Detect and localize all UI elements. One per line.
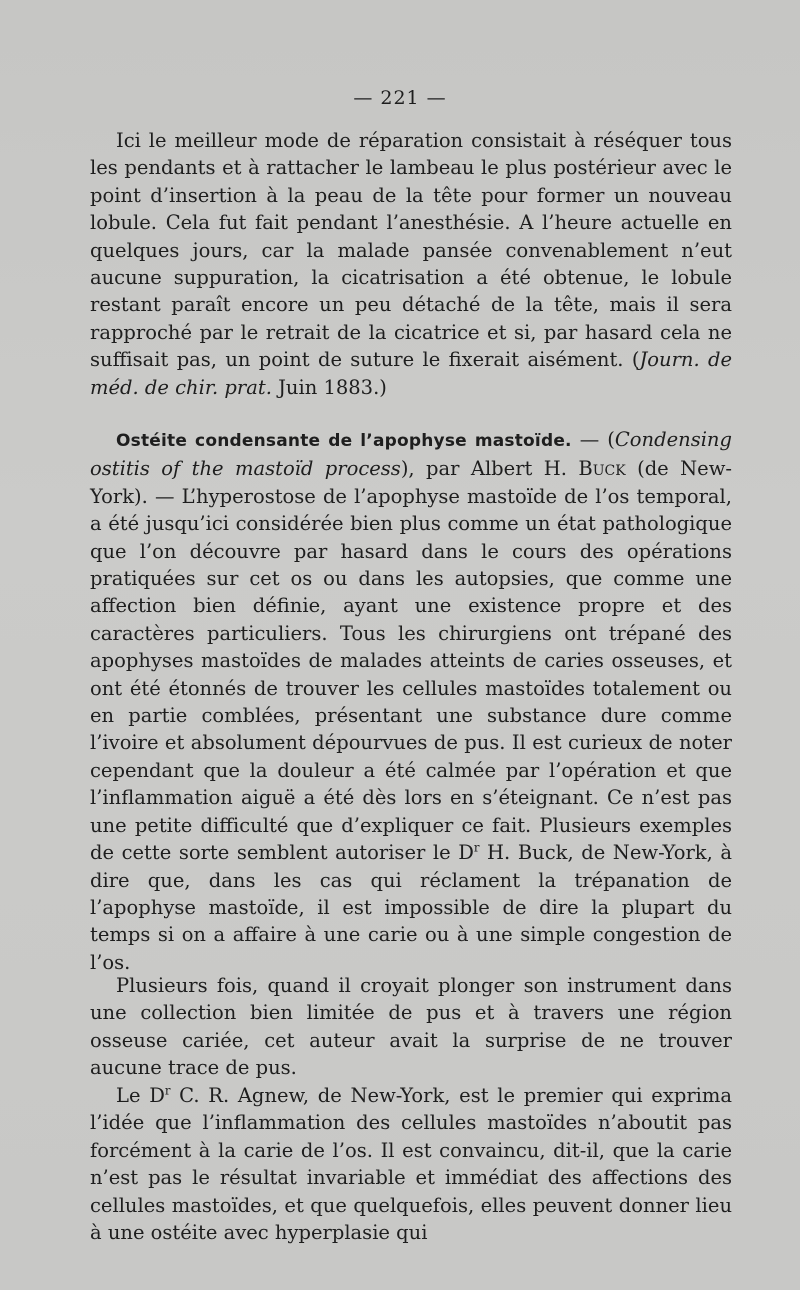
author-by: ), par Albert H. [400, 457, 567, 481]
paragraph-body: C. R. Agnew, de New-York, est le premier qui exprima l’idée que l’inflammation des cellules mastoïdes n’aboutit pas forcément à la carie de l’os. Il est convaincu, dit-il, que la carie n’est pas le résultat invariable et immédiat des affections des cellules mastoïdes, et que quelquefois, elles peuvent donner lieu à une ostéite avec hyperplasie qui [90, 1084, 733, 1245]
page-number: — 221 — [353, 87, 447, 109]
heading-dash: — ( [579, 428, 615, 451]
article-body: L’hyperostose de l’apophyse mastoïde de l’os temporal, a été jusqu’ici considérée bien plus comme un état pathologique que l’on découvre par hasard dans le cours des opérations pratiquées sur cet os ou dans les autopsies, que comme une affection bien définie, ayant une existence propre et des caractères particuliers. Tous les chirurgiens ont trépané des apophyses mastoïdes de malades atteints de caries osseuses, et ont été étonnés de trouver les cellules mastoïdes totalement ou en partie comblées, présentant une substance dure comme l’ivoire et absolument dépourvues de pus. Il est curieux de noter cependant que la douleur a été calmée par l’opération et que l’inflammation aiguë a été dès lors en s’éteignant. Ce n’est pas une petite difficulté que d’expliquer ce fait. Plusieurs exemples de cette sorte semblent autoriser le [90, 484, 732, 865]
dr-sup: r [164, 1083, 171, 1098]
dr-abbrev: D [149, 1084, 165, 1107]
english-title: Condensing ostitis of the mastoïd process [90, 428, 732, 481]
paragraph-lead: Le [116, 1084, 141, 1107]
article-osteite [90, 426, 732, 976]
citation-open: ( [631, 348, 640, 372]
article-heading: Ostéite condensante de l’apophyse mastoïde. [116, 431, 572, 451]
author-place: (de New-York). — [90, 457, 733, 508]
paragraph-text [90, 127, 732, 401]
dr-sup: r [473, 840, 480, 855]
dr-abbrev: D [458, 841, 474, 865]
article-paragraph [90, 426, 732, 976]
citation-date: Juin 1883.) [278, 375, 387, 399]
paragraph-agnew [90, 1082, 732, 1246]
paragraph-reparation [90, 127, 732, 401]
paragraph-plusieurs-fois [90, 972, 732, 1082]
paragraph-body: Ici le meilleur mode de réparation consistait à réséquer tous les pendants et à rattacher le lambeau le plus postérieur avec le point d’insertion à la peau de la tête pour former un nouveau lobule. Cela fut fait pendant l’anesthésie. A l’heure actuelle en quelques jours, car la malade pansée convenablement n’eut aucune suppuration, la cicatrisation a été obtenue, le lobule restant paraît encore un peu détaché de la tête, mais il sera rapproché par le retrait de la cicatrice et si, par hasard cela ne suffisait pas, un point de suture le fixerait aisément. [90, 129, 732, 372]
author-surname: Buck [578, 457, 626, 481]
citation-journal: Journ. de méd. de chir. prat. [90, 348, 732, 399]
article-body-end: H. Buck, de New-York, à dire que, dans les cas qui réclament la trépanation de l’apophyse mastoïde, il est impossible de dire la plupart du temps si on a affaire à une carie ou à une simple congestion de l’os. [90, 841, 733, 974]
paragraph-text: Plusieurs fois, quand il croyait plonger son instrument dans une collection bien limitée de pus et à travers une région osseuse cariée, cet auteur avait la surprise de ne trouver aucune trace de pus. [90, 974, 732, 1080]
paragraph-text [90, 1082, 732, 1246]
